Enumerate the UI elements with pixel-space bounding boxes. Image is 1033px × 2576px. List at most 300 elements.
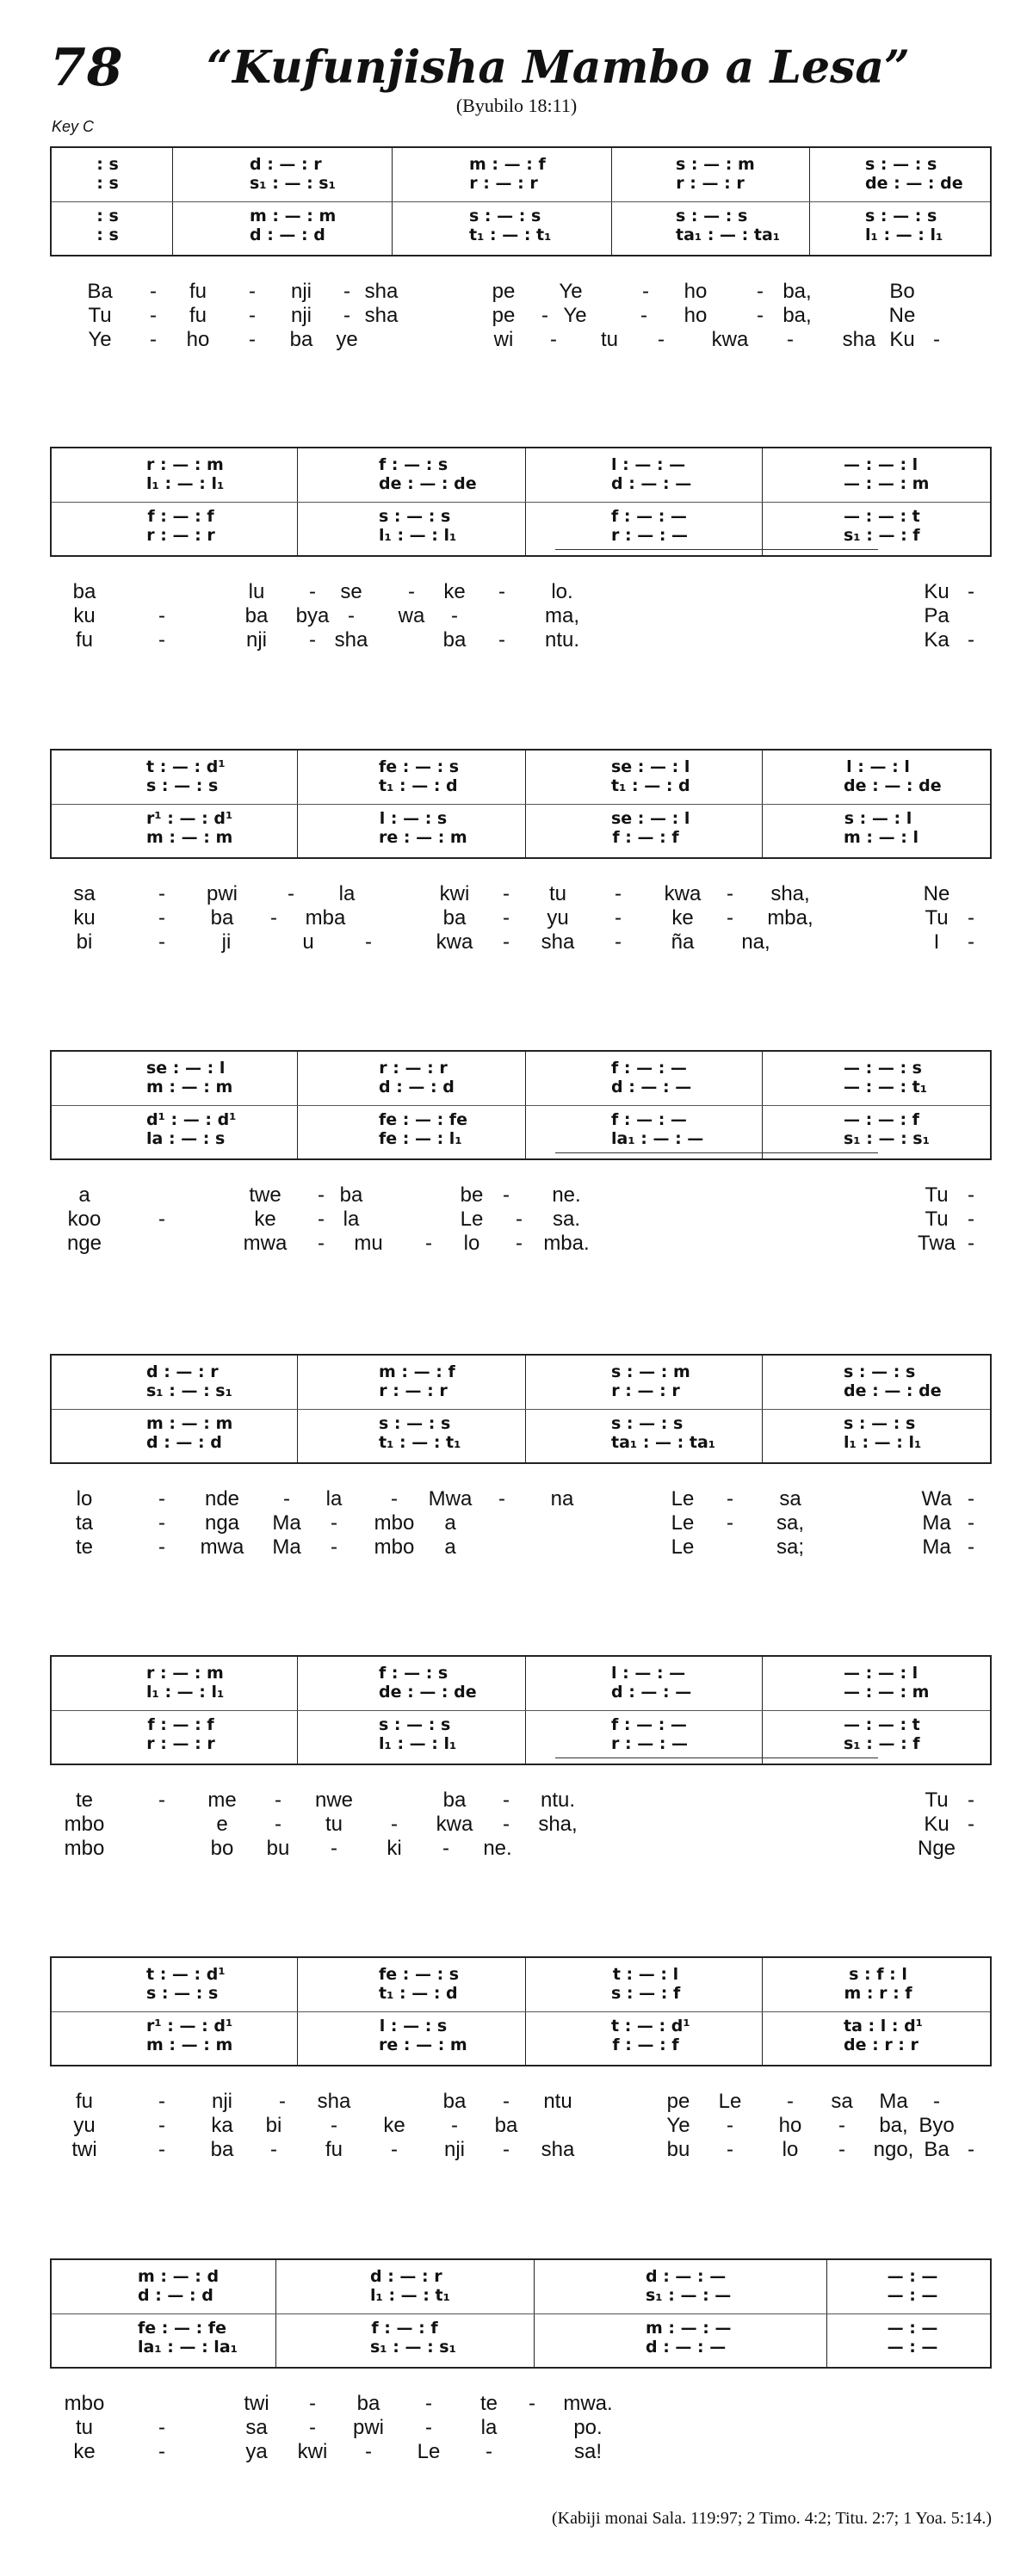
lyric-syllable: Ku xyxy=(889,328,915,351)
lyric-syllable: nwe xyxy=(314,1788,354,1812)
lyric-syllable: te xyxy=(479,2392,498,2415)
lyric-syllable: - xyxy=(787,328,794,351)
solfa-note: m : — : m xyxy=(146,1414,233,1433)
lyric-syllable: Ma xyxy=(879,2090,908,2113)
lyric-syllable: mu xyxy=(354,1232,383,1255)
lyric-syllable: ba, xyxy=(782,280,812,303)
lyric-syllable: ba xyxy=(494,2114,518,2137)
lyric-syllable: fu xyxy=(189,280,207,303)
lyric-syllable: - xyxy=(658,328,665,351)
lyric-syllable: - xyxy=(249,280,256,303)
lyric-syllable: - xyxy=(275,1788,281,1812)
lyric-syllable: nji xyxy=(211,2090,232,2113)
solfa-note: d : — : — xyxy=(611,1683,692,1702)
solfa-note: r : — : — xyxy=(611,526,689,545)
solfa-note: r : — : r xyxy=(676,174,745,193)
lyric-syllable: - xyxy=(331,1837,337,1860)
solfa-note: d : — : — xyxy=(611,474,692,493)
lyric-syllable: la xyxy=(325,1487,343,1510)
solfa-note: t₁ : — : d xyxy=(379,1984,458,2003)
lyric-syllable: bya xyxy=(295,604,330,627)
lyric-syllable: twi xyxy=(71,2138,97,2161)
solfa-note: se : — : l xyxy=(146,1059,226,1078)
solfa-note: d : — : — xyxy=(646,2267,727,2286)
lyric-syllable: - xyxy=(968,628,974,652)
lyric-syllable: ye xyxy=(336,328,358,351)
solfa-note: : s xyxy=(96,225,119,244)
lyric-syllable: ho xyxy=(778,2114,802,2137)
solfa-note: r : — : m xyxy=(146,1664,224,1683)
solfa-note: fe : — : fe xyxy=(379,1110,467,1129)
notation-system xyxy=(50,1050,992,1160)
solfa-note: l₁ : — : l₁ xyxy=(379,1734,457,1753)
solfa-note: la₁ : — : la₁ xyxy=(138,2338,238,2357)
lyric-syllable: fu xyxy=(325,2138,343,2161)
lyric-syllable: sa xyxy=(779,1487,801,1510)
solfa-note: s : — : s xyxy=(379,1715,451,1734)
lyric-syllable: ba xyxy=(356,2392,380,2415)
hymn-number: 78 xyxy=(50,38,124,98)
footer-references: (Kabiji monai Sala. 119:97; 2 Timo. 4:2; Titu. 2:7; 1 Yoa. 5:14.) xyxy=(552,2509,992,2528)
lyric-syllable: Ye xyxy=(666,2114,690,2137)
lyric-syllable: - xyxy=(158,2416,165,2439)
lyric-syllable: ngo, xyxy=(873,2138,914,2161)
lyric-syllable: - xyxy=(408,580,415,603)
lyric-syllable: ma, xyxy=(544,604,579,627)
solfa-note: l : — : — xyxy=(611,455,686,474)
lyric-syllable: a xyxy=(444,1535,456,1559)
lyric-syllable: nge xyxy=(66,1232,102,1255)
lyric-syllable: Ye xyxy=(563,304,587,327)
solfa-note: m : — : f xyxy=(469,155,546,174)
solfa-note: r : — : r xyxy=(146,1734,215,1753)
lyric-syllable: a xyxy=(78,1183,90,1207)
solfa-note: r : — : r xyxy=(469,174,538,193)
lyric-syllable: Twa xyxy=(917,1232,956,1255)
solfa-note: : s xyxy=(96,207,119,225)
solfa-note: — : — xyxy=(887,2338,938,2357)
lyric-syllable: Le xyxy=(671,1535,695,1559)
lyric-syllable: ba xyxy=(442,906,467,930)
lyric-syllable: nde xyxy=(204,1487,240,1510)
key-signature: Key C xyxy=(52,118,95,135)
lyric-syllable: kwa xyxy=(711,328,749,351)
lyric-syllable: - xyxy=(150,328,157,351)
solfa-note: m : — : m xyxy=(146,1078,233,1096)
solfa-note: s : — : s xyxy=(146,776,219,795)
lyric-syllable: tu xyxy=(548,882,566,905)
solfa-note: t₁ : — : t₁ xyxy=(469,225,552,244)
lyric-syllable: nji xyxy=(245,628,267,652)
lyric-syllable: - xyxy=(331,1535,337,1559)
lyric-syllable: - xyxy=(425,1232,432,1255)
solfa-note: r : — : m xyxy=(146,455,224,474)
solfa-note: de : — : de xyxy=(844,1381,942,1400)
lyric-syllable: ke xyxy=(73,2440,96,2463)
lyric-syllable: Ma xyxy=(272,1535,301,1559)
lyric-syllable: lo xyxy=(782,2138,799,2161)
solfa-note: s : — : s xyxy=(146,1984,219,2003)
solfa-note: ta₁ : — : ta₁ xyxy=(611,1433,716,1452)
lyric-syllable: fu xyxy=(75,2090,93,2113)
lyric-syllable: ba xyxy=(72,580,96,603)
lyric-syllable: fu xyxy=(189,304,207,327)
lyric-syllable: ba, xyxy=(782,304,812,327)
lyric-syllable: Tu xyxy=(88,304,112,327)
lyric-syllable: te xyxy=(75,1788,93,1812)
lyric-syllable: mba, xyxy=(767,906,813,930)
solfa-note: s : — : s xyxy=(844,1362,916,1381)
solfa-note: l : — : — xyxy=(611,1664,686,1683)
solfa-note: s : — : m xyxy=(611,1362,690,1381)
lyric-syllable: ntu xyxy=(543,2090,572,2113)
lyric-syllable: - xyxy=(503,882,510,905)
lyric-syllable: mwa xyxy=(243,1232,288,1255)
lyric-syllable: - xyxy=(158,1788,165,1812)
solfa-note: f : — : — xyxy=(611,1715,687,1734)
solfa-note: f : — : f xyxy=(147,507,214,526)
tie-line xyxy=(555,1152,809,1153)
solfa-note: l₁ : — : l₁ xyxy=(146,1683,225,1702)
lyric-syllable: me xyxy=(207,1788,237,1812)
lyric-syllable: sha xyxy=(364,304,399,327)
lyric-syllable: - xyxy=(968,2138,974,2161)
lyric-syllable: ba xyxy=(339,1183,363,1207)
solfa-note: d : — : d xyxy=(379,1078,455,1096)
lyric-syllable: - xyxy=(283,1487,290,1510)
lyric-syllable: Ye xyxy=(559,280,583,303)
lyric-syllable: sa, xyxy=(776,1511,804,1535)
lyric-syllable: na xyxy=(550,1487,574,1510)
solfa-note: s₁ : — : f xyxy=(844,526,920,545)
lyric-syllable: - xyxy=(343,304,350,327)
lyric-syllable: sha, xyxy=(538,1813,578,1836)
solfa-note: s₁ : — : f xyxy=(844,1734,920,1753)
staff-divider xyxy=(52,201,990,202)
solfa-note: ta₁ : — : ta₁ xyxy=(676,225,781,244)
lyric-syllable: - xyxy=(318,1183,325,1207)
lyric-syllable: ho xyxy=(684,304,708,327)
solfa-note: l₁ : — : l₁ xyxy=(379,526,457,545)
lyric-syllable: pwi xyxy=(206,882,238,905)
solfa-note: s : — : s xyxy=(865,155,937,174)
lyric-syllable: ki xyxy=(387,1837,402,1860)
lyric-syllable: wi xyxy=(493,328,514,351)
solfa-note: r : — : — xyxy=(611,1734,689,1753)
lyric-syllable: yu xyxy=(547,906,569,930)
lyric-syllable: ba xyxy=(442,628,467,652)
lyric-syllable: mbo xyxy=(374,1511,415,1535)
solfa-note: — : — : t xyxy=(844,1715,920,1734)
lyric-syllable: Tu xyxy=(925,906,949,930)
lyric-syllable: - xyxy=(158,1535,165,1559)
solfa-note: — : — : t₁ xyxy=(844,1078,928,1096)
solfa-note: — : — xyxy=(887,2319,938,2338)
lyric-syllable: ne. xyxy=(552,1183,581,1207)
lyric-syllable: bi xyxy=(265,2114,282,2137)
lyric-syllable: - xyxy=(348,604,355,627)
lyric-syllable: ba xyxy=(289,328,313,351)
lyric-syllable: kwa xyxy=(436,1813,473,1836)
lyric-syllable: se xyxy=(340,580,362,603)
lyric-syllable: - xyxy=(503,1788,510,1812)
solfa-note: r : — : r xyxy=(379,1381,448,1400)
solfa-note: f : — : f xyxy=(612,2035,679,2054)
solfa-note: m : — : m xyxy=(250,207,337,225)
solfa-note: s₁ : — : s₁ xyxy=(250,174,336,193)
lyric-syllable: na, xyxy=(741,930,770,954)
lyric-syllable: - xyxy=(968,1813,974,1836)
lyric-syllable: - xyxy=(516,1232,523,1255)
lyric-syllable: - xyxy=(757,304,764,327)
lyric-syllable: Tu xyxy=(925,1788,949,1812)
solfa-note: se : — : l xyxy=(611,809,690,828)
lyric-syllable: - xyxy=(270,2138,277,2161)
solfa-note: — : — : s xyxy=(844,1059,922,1078)
lyric-syllable: mbo xyxy=(64,2392,105,2415)
lyric-syllable: Ku xyxy=(924,580,949,603)
solfa-note: f : — : s xyxy=(379,1664,448,1683)
staff-divider xyxy=(52,2011,990,2012)
lyric-syllable: Ma xyxy=(272,1511,301,1535)
solfa-note: t₁ : — : d xyxy=(379,776,458,795)
lyric-syllable: ya xyxy=(245,2440,268,2463)
lyric-syllable: - xyxy=(615,930,622,954)
solfa-note: s : — : m xyxy=(676,155,755,174)
lyric-syllable: - xyxy=(787,2090,794,2113)
lyric-syllable: - xyxy=(757,280,764,303)
lyric-syllable: - xyxy=(309,580,316,603)
lyric-syllable: ke xyxy=(671,906,694,930)
lyric-syllable: - xyxy=(425,2416,432,2439)
lyric-syllable: - xyxy=(968,1183,974,1207)
lyric-syllable: nji xyxy=(290,304,312,327)
lyric-syllable: sa; xyxy=(776,1535,804,1559)
lyric-syllable: sha xyxy=(364,280,399,303)
lyric-syllable: sha xyxy=(334,628,368,652)
lyric-syllable: sa. xyxy=(552,1208,580,1231)
solfa-note: s : — : s xyxy=(611,1414,684,1433)
solfa-note: d : — : — xyxy=(611,1078,692,1096)
lyric-syllable: - xyxy=(968,1208,974,1231)
solfa-note: s₁ : — : s₁ xyxy=(844,1129,930,1148)
solfa-note: t : — : l xyxy=(612,1965,679,1984)
solfa-note: — : — xyxy=(887,2286,938,2305)
solfa-note: — : — xyxy=(887,2267,938,2286)
solfa-note: m : r : f xyxy=(844,1984,912,2003)
lyric-syllable: - xyxy=(516,1208,523,1231)
lyric-syllable: - xyxy=(968,1232,974,1255)
lyric-syllable: - xyxy=(318,1208,325,1231)
solfa-note: r : — : r xyxy=(611,1381,680,1400)
solfa-note: — : — : t xyxy=(844,507,920,526)
lyric-syllable: - xyxy=(275,1813,281,1836)
lyric-syllable: u xyxy=(302,930,314,954)
solfa-note: l : — : s xyxy=(379,809,448,828)
solfa-note: la : — : s xyxy=(146,1129,226,1148)
lyric-syllable: - xyxy=(503,930,510,954)
lyric-syllable: - xyxy=(158,2440,165,2463)
notation-system xyxy=(50,1956,992,2066)
lyric-syllable: mbo xyxy=(64,1813,105,1836)
lyric-syllable: - xyxy=(309,2392,316,2415)
scripture-reference: (Byubilo 18:11) xyxy=(455,95,578,116)
solfa-note: s : — : s xyxy=(844,1414,916,1433)
solfa-note: f : — : f xyxy=(147,1715,214,1734)
lyric-syllable: e xyxy=(216,1813,228,1836)
solfa-note: f : — : — xyxy=(611,1059,687,1078)
solfa-note: t₁ : — : t₁ xyxy=(379,1433,461,1452)
hymn-title: “Kufunjisha Mambo a Lesa” xyxy=(207,41,910,94)
lyric-syllable: kwi xyxy=(297,2440,328,2463)
lyric-syllable: - xyxy=(615,882,622,905)
lyric-syllable: ña xyxy=(671,930,695,954)
lyric-syllable: sha xyxy=(842,328,876,351)
lyric-syllable: - xyxy=(727,906,733,930)
lyric-syllable: - xyxy=(158,1208,165,1231)
solfa-note: de : — : de xyxy=(379,474,477,493)
lyric-syllable: pe xyxy=(492,304,516,327)
lyric-syllable: kwi xyxy=(439,882,470,905)
lyric-syllable: a xyxy=(444,1511,456,1535)
lyric-syllable: Ma xyxy=(922,1535,951,1559)
solfa-note: m : — : — xyxy=(646,2319,732,2338)
lyric-syllable: - xyxy=(150,280,157,303)
lyric-syllable: ba xyxy=(210,2138,234,2161)
solfa-note: — : — : l xyxy=(844,1664,919,1683)
solfa-note: f : — : f xyxy=(612,828,679,847)
solfa-note: — : — : l xyxy=(844,455,919,474)
staff-divider xyxy=(52,804,990,805)
notation-system xyxy=(50,1354,992,1464)
lyric-syllable: fu xyxy=(75,628,93,652)
solfa-note: s : f : l xyxy=(849,1965,907,1984)
solfa-note: t : — : d¹ xyxy=(611,2017,690,2035)
lyric-syllable: Ba xyxy=(924,2138,949,2161)
lyric-syllable: bo xyxy=(210,1837,234,1860)
lyric-syllable: ho xyxy=(684,280,708,303)
lyric-syllable: - xyxy=(425,2392,432,2415)
lyric-syllable: kwa xyxy=(664,882,702,905)
lyric-syllable: - xyxy=(331,2114,337,2137)
lyric-syllable: - xyxy=(270,906,277,930)
solfa-note: l₁ : — : l₁ xyxy=(844,1433,922,1452)
lyric-syllable: - xyxy=(642,280,649,303)
lyric-syllable: pe xyxy=(492,280,516,303)
lyric-syllable: - xyxy=(968,580,974,603)
solfa-note: m : — : m xyxy=(146,2035,233,2054)
solfa-note: fe : — : l₁ xyxy=(379,1129,462,1148)
lyric-syllable: - xyxy=(158,2090,165,2113)
lyric-syllable: nji xyxy=(290,280,312,303)
lyric-syllable: ba xyxy=(442,2090,467,2113)
staff-divider xyxy=(52,1105,990,1106)
lyric-syllable: - xyxy=(158,930,165,954)
lyric-syllable: - xyxy=(550,328,557,351)
solfa-note: t : — : d¹ xyxy=(146,757,226,776)
lyric-syllable: nga xyxy=(204,1511,240,1535)
solfa-note: m : — : f xyxy=(379,1362,455,1381)
solfa-note: fe : — : s xyxy=(379,757,460,776)
solfa-note: f : — : f xyxy=(371,2319,438,2338)
lyric-syllable: Le xyxy=(671,1487,695,1510)
solfa-note: s : — : s xyxy=(676,207,748,225)
lyric-syllable: - xyxy=(158,1487,165,1510)
lyric-syllable: sha xyxy=(317,2090,351,2113)
lyric-syllable: ke xyxy=(254,1208,276,1231)
lyric-syllable: Wa xyxy=(921,1487,952,1510)
lyric-syllable: - xyxy=(158,906,165,930)
lyric-syllable: I xyxy=(933,930,940,954)
solfa-note: de : r : r xyxy=(844,2035,919,2054)
solfa-note: fe : — : fe xyxy=(138,2319,226,2338)
lyric-syllable: - xyxy=(727,2114,733,2137)
tie-line xyxy=(809,549,878,550)
lyric-syllable: koo xyxy=(67,1208,102,1231)
solfa-note: fe : — : s xyxy=(379,1965,460,1984)
lyric-syllable: - xyxy=(933,328,940,351)
lyric-syllable: - xyxy=(640,304,647,327)
lyric-syllable: Ka xyxy=(924,628,949,652)
solfa-note: s₁ : — : — xyxy=(646,2286,732,2305)
tie-line xyxy=(809,1152,878,1153)
lyric-syllable: ntu. xyxy=(544,628,580,652)
lyric-syllable: - xyxy=(442,1837,449,1860)
lyric-syllable: - xyxy=(309,2416,316,2439)
lyric-syllable: mwa. xyxy=(563,2392,613,2415)
lyric-syllable: - xyxy=(249,328,256,351)
solfa-note: f : — : s xyxy=(379,455,448,474)
lyric-syllable: ntu. xyxy=(540,1788,576,1812)
solfa-note: m : — : m xyxy=(146,828,233,847)
solfa-note: s : — : s xyxy=(469,207,541,225)
lyric-syllable: - xyxy=(968,1487,974,1510)
solfa-note: s₁ : — : s₁ xyxy=(146,1381,232,1400)
solfa-note: — : — : m xyxy=(844,1683,930,1702)
lyric-syllable: - xyxy=(503,2090,510,2113)
lyric-syllable: - xyxy=(727,882,733,905)
solfa-note: d : — : r xyxy=(146,1362,219,1381)
lyric-syllable: sa xyxy=(73,882,96,905)
lyric-syllable: Ku xyxy=(924,1813,949,1836)
lyric-syllable: Tu xyxy=(925,1183,949,1207)
lyric-syllable: - xyxy=(727,1511,733,1535)
lyric-syllable: twe xyxy=(249,1183,281,1207)
lyric-syllable: sha xyxy=(541,2138,575,2161)
solfa-note: m : — : d xyxy=(138,2267,220,2286)
lyric-syllable: - xyxy=(451,604,458,627)
tie-line xyxy=(555,549,809,550)
lyric-syllable: Le xyxy=(417,2440,441,2463)
lyric-syllable: wa xyxy=(398,604,425,627)
lyric-syllable: lo xyxy=(76,1487,93,1510)
lyric-syllable: bu xyxy=(266,1837,290,1860)
lyric-syllable: - xyxy=(279,2090,286,2113)
solfa-note: s : — : s xyxy=(865,207,937,225)
lyric-syllable: - xyxy=(727,1487,733,1510)
lyric-syllable: - xyxy=(391,1813,398,1836)
lyric-syllable: Mwa xyxy=(428,1487,473,1510)
lyric-syllable: - xyxy=(288,882,294,905)
solfa-note: de : — : de xyxy=(844,776,942,795)
solfa-note: : s xyxy=(96,155,119,174)
lyric-syllable: be xyxy=(460,1183,484,1207)
solfa-note: l₁ : — : t₁ xyxy=(370,2286,450,2305)
lyric-syllable: - xyxy=(503,1813,510,1836)
solfa-note: s : — : s xyxy=(379,507,451,526)
lyric-syllable: Le xyxy=(460,1208,484,1231)
lyric-syllable: sha xyxy=(541,930,575,954)
